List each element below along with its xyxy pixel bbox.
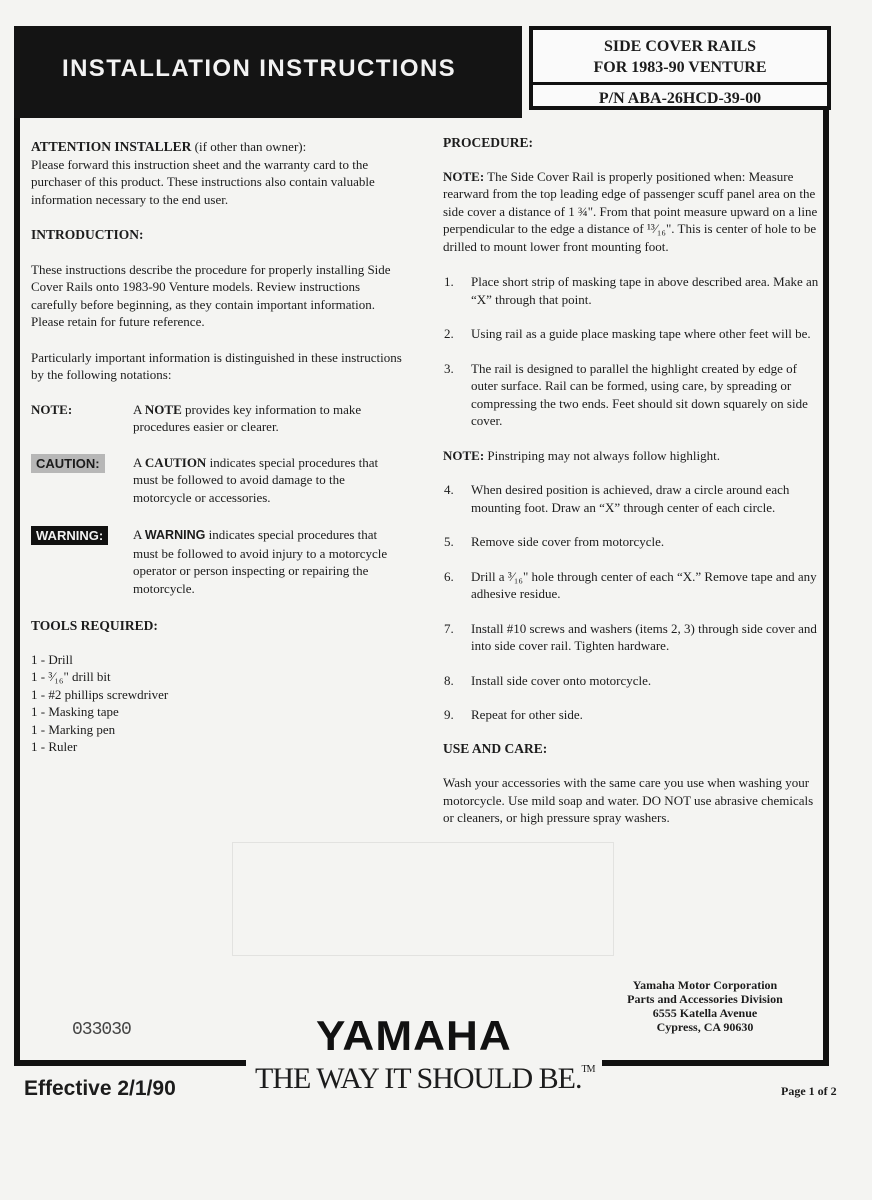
note-text: provides key information to make procedures easier or clearer. (133, 401, 362, 434)
left-column (31, 138, 403, 756)
caution-label-cell (31, 454, 133, 507)
company-division: Parts and Accessories Division (627, 992, 783, 1006)
attention-paragraph (31, 138, 403, 208)
tool-item: 1 - Masking tape (31, 704, 119, 719)
procedure-step (443, 273, 823, 308)
product-name-line1: SIDE COVER RAILS (603, 38, 757, 55)
tagline-text: THE WAY IT SHOULD BE. (255, 1062, 582, 1095)
caution-label: CAUTION: (31, 454, 105, 473)
step-number: 7. (444, 620, 454, 636)
use-care-heading: USE AND CARE: (443, 740, 548, 756)
note-description (133, 401, 403, 436)
product-name-line2: FOR 1983-90 VENTURE (593, 59, 767, 76)
caution-description (133, 454, 403, 507)
company-address (610, 978, 800, 1034)
procedure-note (443, 168, 823, 256)
tool-item: 1 - #2 phillips screwdriver (31, 686, 169, 702)
procedure-note-text: The Side Cover Rail is properly positioned when: Measure rearward from the top leading edge of passenger scuff panel area on the side cover a distance of 1 ¾". From that point measure upward on a line perpendicular to the edge a distance of ¹³⁄₁₆". This is center of hole to be drilled to mount lower front mounting foot. (443, 168, 818, 254)
procedure-step (443, 568, 823, 603)
steps-group-a (443, 273, 823, 430)
company-city: Cypress, CA 90630 (656, 1020, 754, 1034)
step-text: Drill a ³⁄₁₆" hole through center of each “X.” Remove tape and any adhesive residue. (471, 568, 817, 601)
note-notation (31, 401, 403, 436)
step-text: Remove side cover from motorcycle. (471, 534, 665, 549)
step-text: Using rail as a guide place masking tape where other feet will be. (471, 326, 811, 341)
pinstriping-note (443, 447, 823, 465)
step-number: 5. (444, 534, 454, 549)
effective-date: Effective 2/1/90 (24, 1077, 176, 1100)
tool-item: 1 - Drill (31, 651, 73, 667)
warning-description (133, 526, 403, 597)
caution-keyword: CAUTION (144, 454, 207, 470)
tagline (255, 1062, 595, 1096)
company-name: Yamaha Motor Corporation (632, 978, 778, 992)
procedure-heading: PROCEDURE: (443, 135, 533, 150)
caution-text: indicates special procedures that must be followed to avoid damage to the motorcycle or accessories. (133, 454, 379, 505)
right-column (443, 134, 823, 827)
procedure-note-label: NOTE: (443, 168, 485, 184)
step-number: 3. (444, 360, 454, 376)
step-number: 8. (444, 672, 454, 688)
stamp-number: 033030 (72, 1020, 131, 1040)
caution-notation (31, 454, 403, 507)
warning-label: WARNING: (31, 526, 108, 545)
introduction-text: These instructions describe the procedure for properly installing Side Cover Rails onto 1983-90 Venture models. Review instructions carefully before beginning, as they contain important information. Please retain for future reference. (31, 261, 391, 329)
step-text: When desired position is achieved, draw a circle around each mounting foot. Draw an “X” through center of each circle. (471, 482, 790, 515)
trademark: TM (581, 1064, 595, 1075)
step-text: Place short strip of masking tape in above described area. Make an “X” through that point. (471, 274, 819, 307)
step-text: Repeat for other side. (471, 707, 583, 722)
part-number: P/N ABA-26HCD-39-00 (533, 82, 827, 113)
pinstriping-note-label: NOTE: (443, 447, 485, 463)
introduction-heading: INTRODUCTION: (31, 227, 144, 242)
company-street: 6555 Katella Avenue (652, 1006, 758, 1020)
step-text: The rail is designed to parallel the highlight created by edge of outer surface. Rail can be formed, using care, by spreading or compressing the two ends. Feet should sit down squarely on side cover. (471, 360, 808, 428)
procedure-step (443, 325, 823, 343)
product-box (529, 26, 831, 110)
attention-heading: ATTENTION INSTALLER (31, 139, 192, 154)
tools-list (31, 651, 403, 756)
attention-text: Please forward this instruction sheet and the warranty card to the purchaser of this product. These instructions also contain valuable information necessary to the end user. (31, 156, 375, 207)
note-keyword: NOTE (144, 401, 182, 417)
procedure-step (443, 533, 823, 551)
use-care-text: Wash your accessories with the same care you use when washing your motorcycle. Use mild soap and water. DO NOT use abrasive chemicals or cleaners, or high pressure spray washers. (443, 775, 814, 825)
step-number: 6. (444, 568, 454, 584)
warning-prefix: A (133, 527, 145, 542)
page-title: INSTALLATION INSTRUCTIONS (62, 55, 457, 82)
attention-heading-suffix: (if other than owner): (191, 139, 307, 154)
page-number: Page 1 of 2 (781, 1084, 837, 1098)
notations-intro: Particularly important information is distinguished in these instructions by the following notations: (31, 349, 402, 382)
tool-item: 1 - Ruler (31, 739, 78, 754)
product-name (533, 36, 827, 78)
note-prefix: A (133, 401, 145, 417)
warning-text: indicates special procedures that must be followed to avoid injury to a motorcycle operator or person inspecting or repairing the motorcycle. (133, 527, 388, 596)
tool-item: 1 - Marking pen (31, 721, 116, 737)
procedure-step (443, 620, 823, 655)
step-text: Install side cover onto motorcycle. (471, 672, 652, 688)
tool-item: 1 - ³⁄₁₆" drill bit (31, 669, 111, 684)
step-number: 2. (444, 326, 454, 341)
pinstriping-note-text: Pinstriping may not always follow highlight. (484, 447, 720, 463)
warning-keyword: WARNING (144, 528, 206, 542)
tools-heading: TOOLS REQUIRED: (31, 618, 158, 633)
warning-notation (31, 526, 403, 597)
steps-group-b (443, 481, 823, 724)
yamaha-logo: YAMAHA (316, 1012, 512, 1059)
note-label: NOTE: (31, 401, 73, 417)
step-number: 1. (444, 274, 454, 289)
procedure-step (443, 360, 823, 430)
caution-prefix: A (133, 454, 145, 470)
warning-label-cell (31, 526, 133, 597)
step-text: Install #10 screws and washers (items 2, 3) through side cover and into side cover rail. Tighten hardware. (471, 620, 817, 653)
step-number: 4. (444, 482, 454, 497)
procedure-step (443, 672, 823, 690)
procedure-step (443, 481, 823, 516)
procedure-step (443, 706, 823, 724)
step-number: 9. (444, 707, 454, 722)
